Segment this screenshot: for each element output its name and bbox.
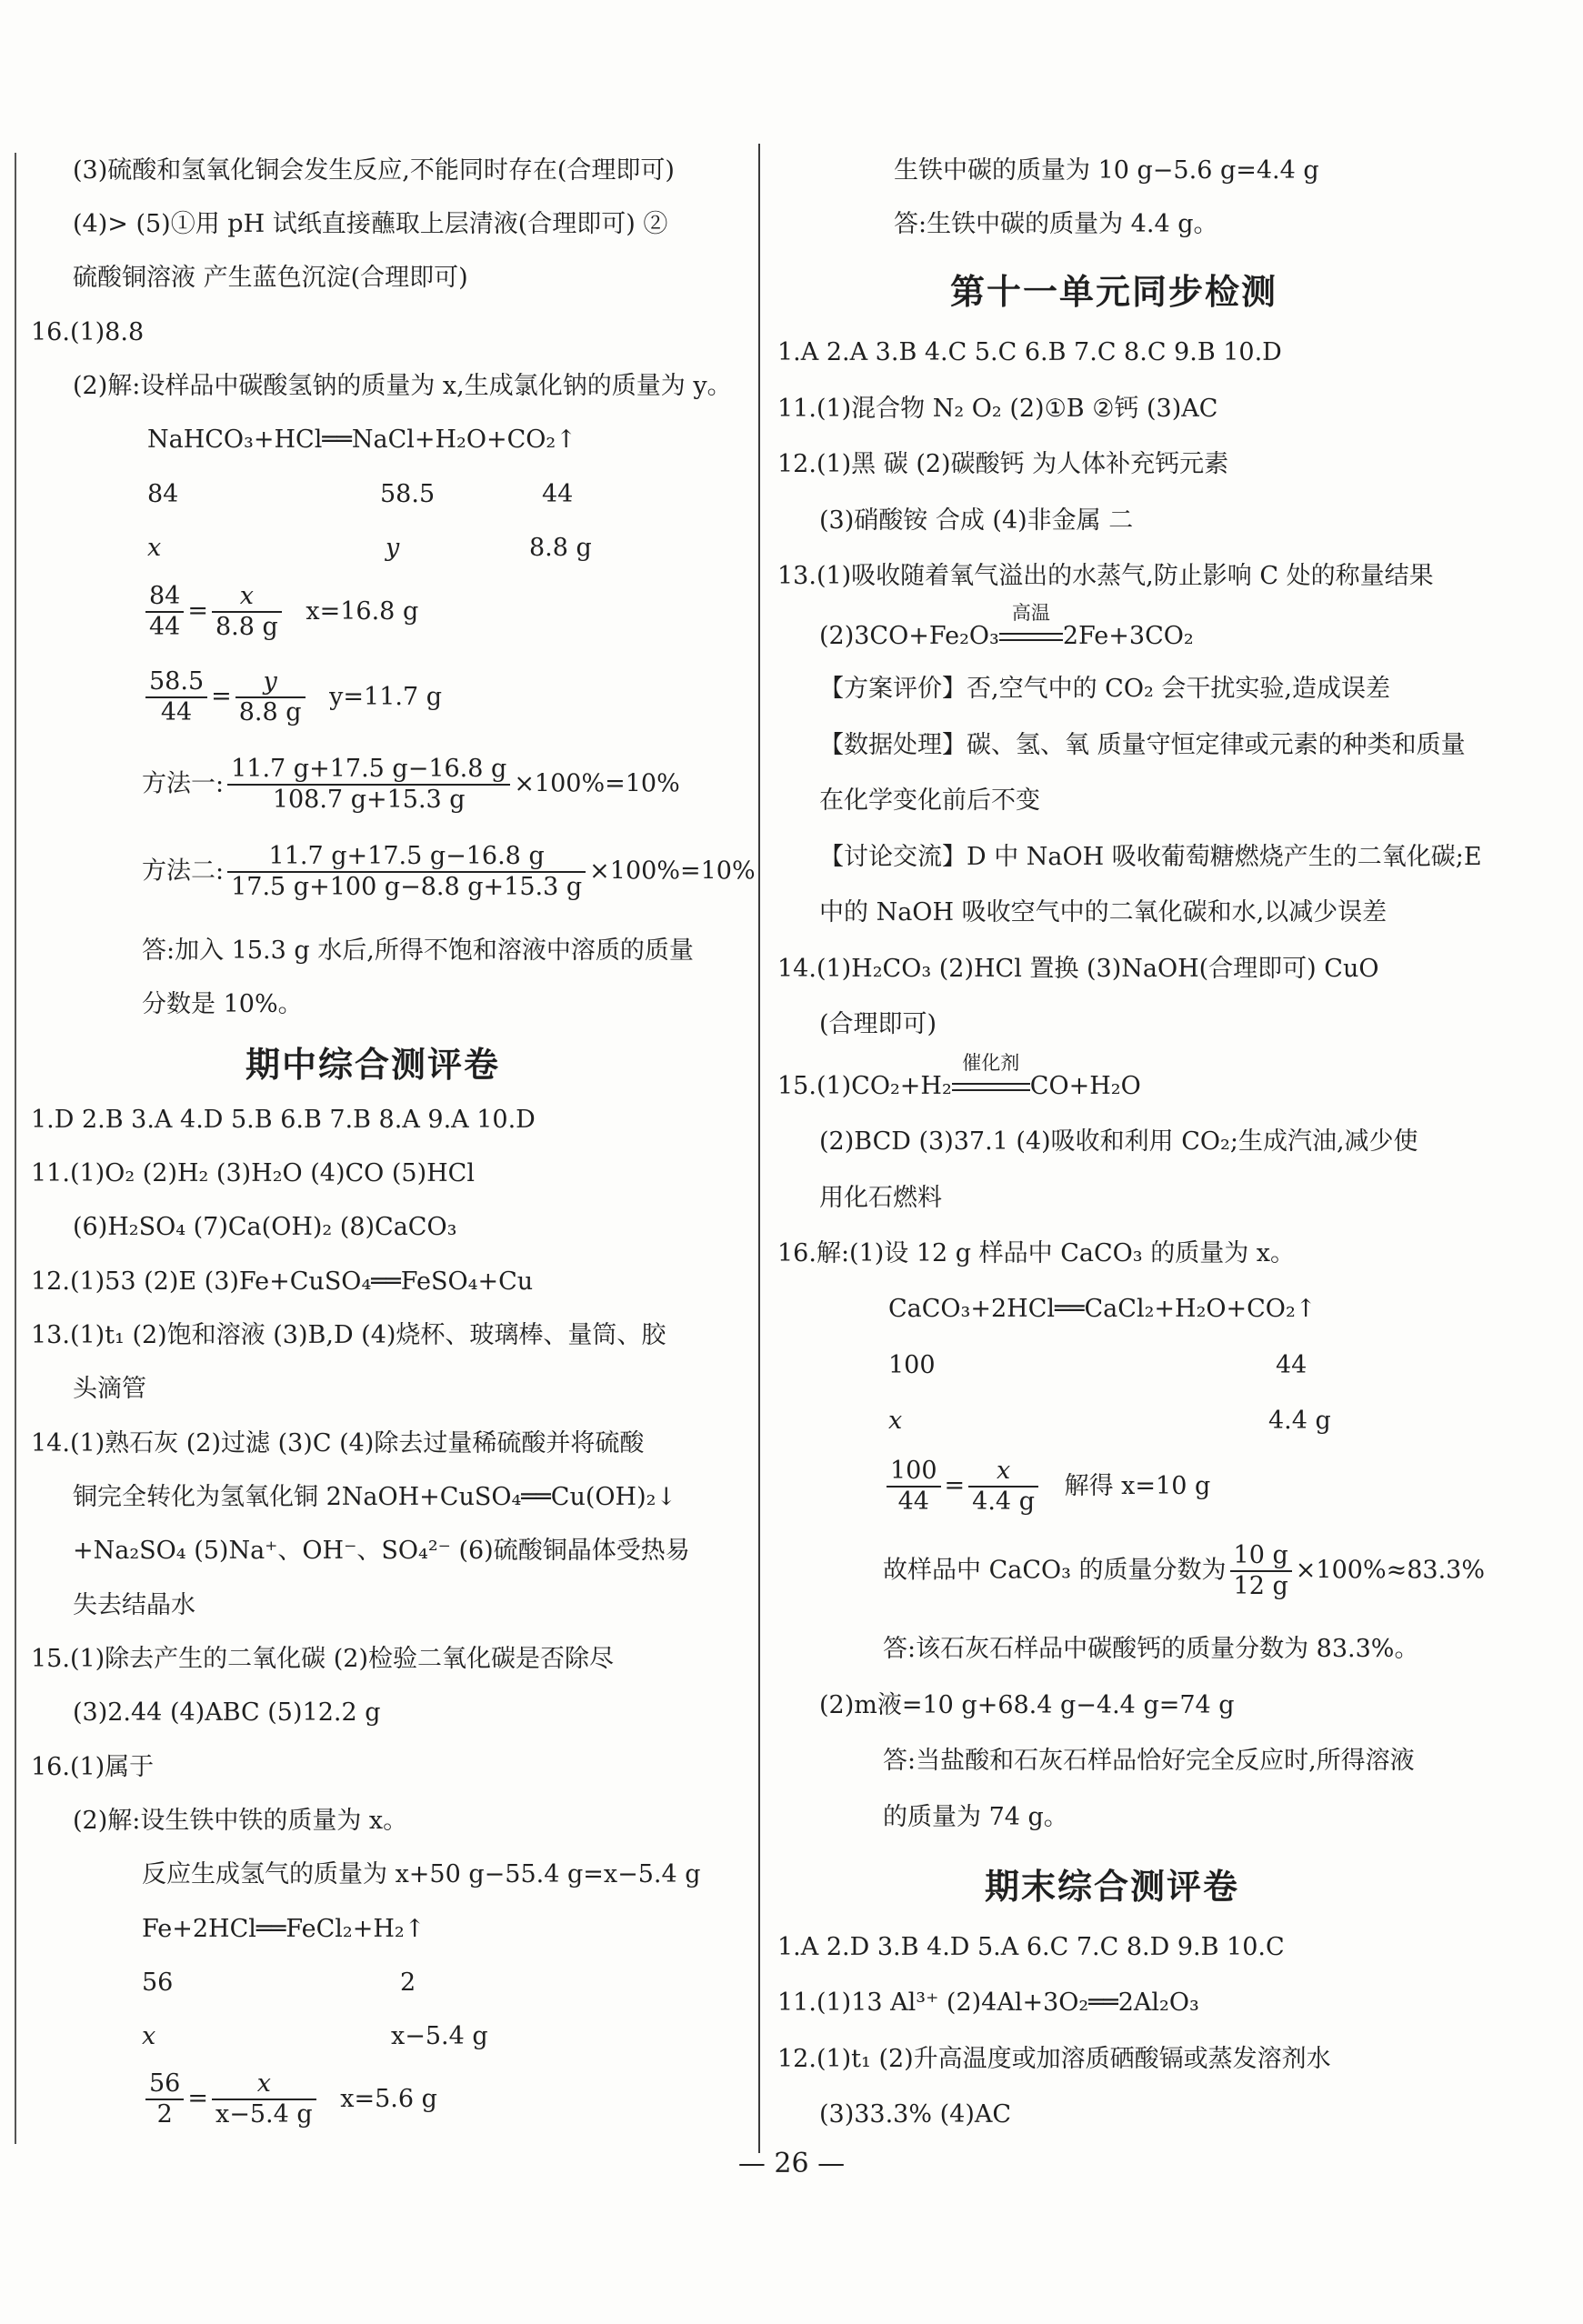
text-line: (2)BCD (3)37.1 (4)吸收和利用 CO₂;生成汽油,减少使 (819, 1127, 1418, 1156)
equation: NaHCO₃+HCl══NaCl+H₂O+CO₂↑ (147, 426, 576, 454)
known-value: 8.8 g (529, 534, 592, 562)
text-line: 用化石燃料 (819, 1184, 942, 1212)
column-divider (758, 144, 760, 2153)
text-line: 【数据处理】碳、氢、氧 质量守恒定律或元素的种类和质量 (819, 731, 1466, 759)
text-line: 硫酸铜溶液 产生蓝色沉淀(合理即可) (73, 264, 468, 292)
equation: CaCO₃+2HCl══CaCl₂+H₂O+CO₂↑ (888, 1295, 1317, 1323)
section-heading: 第十一单元同步检测 (950, 272, 1278, 312)
variable: x−5.4 g (391, 2022, 488, 2050)
molar-mass: 58.5 (380, 480, 436, 508)
text-line: (3)2.44 (4)ABC (5)12.2 g (73, 1698, 381, 1727)
text-line: (合理即可) (819, 1010, 937, 1038)
molar-mass: 2 (400, 1968, 416, 1997)
answer: 答:当盐酸和石灰石样品恰好完全反应时,所得溶液 (883, 1747, 1415, 1775)
answer: 分数是 10%。 (142, 990, 303, 1018)
molar-mass: 56 (142, 1968, 174, 1997)
text-line: (3)硫酸和氢氧化铜会发生反应,不能同时存在(合理即可) (73, 156, 675, 185)
text-line: (2)解:设样品中碳酸氢钠的质量为 x,生成氯化钠的质量为 y。 (73, 372, 732, 400)
answer: 答:生铁中碳的质量为 4.4 g。 (894, 210, 1218, 238)
question-13: 13.(1)吸收随着氧气溢出的水蒸气,防止影响 C 处的称量结果 (777, 562, 1434, 590)
variable: x (147, 534, 162, 562)
answer: 的质量为 74 g。 (883, 1803, 1068, 1831)
equation: Fe+2HCl══FeCl₂+H₂↑ (142, 1915, 426, 1943)
question-11: 11.(1)混合物 N₂ O₂ (2)①B ②钙 (3)AC (777, 395, 1218, 423)
variable: y (386, 534, 400, 562)
question-16: 16.解:(1)设 12 g 样品中 CaCO₃ 的质量为 x。 (777, 1239, 1296, 1267)
question-12: 12.(1)53 (2)E (3)Fe+CuSO₄══FeSO₄+Cu (31, 1267, 534, 1296)
method-one: 方法一: $\frac{11.7 g+17.5 g-16.8 g}{108.7 g+15.3 g}$ ×100%=10% (142, 755, 680, 814)
answer: 答:该石灰石样品中碳酸钙的质量分数为 83.3%。 (883, 1635, 1419, 1663)
text-line: 【方案评价】否,空气中的 CO₂ 会干扰实验,造成误差 (819, 675, 1390, 703)
molar-mass: 100 (888, 1351, 936, 1379)
mcq-answers: 1.A 2.A 3.B 4.C 5.C 6.B 7.C 8.C 9.B 10.D (777, 338, 1282, 366)
text-line: (3)硝酸铵 合成 (4)非金属 二 (819, 506, 1134, 535)
proportion: $\frac{100}{44}$ = $\frac{x}{4.4 g}$ 解得 x=10 g (883, 1457, 1210, 1517)
mass-fraction: 故样品中 CaCO₃ 的质量分数为 $\frac{10 g}{12 g}$ ×100%≈83.3% (883, 1541, 1485, 1600)
question-16: 16.(1)属于 (31, 1753, 155, 1781)
proportion: $\frac{84}{44}$ = $\frac{x}{8.8 g}$ x=16.8 g (142, 582, 418, 642)
proportion: $\frac{58.5}{44}$ = $\frac{y}{8.8 g}$ y=11.7 g (142, 667, 442, 727)
text-line: 中的 NaOH 吸收空气中的二氧化碳和水,以减少误差 (819, 898, 1388, 927)
page-number: — 26 — (737, 2148, 846, 2179)
section-heading: 期末综合测评卷 (985, 1867, 1240, 1907)
text-line: (4)> (5)①用 pH 试纸直接蘸取上层清液(合理即可) ② (73, 210, 668, 238)
mcq-answers: 1.A 2.D 3.B 4.D 5.A 6.C 7.C 8.D 9.B 10.C (777, 1933, 1285, 1961)
question-14: 14.(1)H₂CO₃ (2)HCl 置换 (3)NaOH(合理即可) CuO (777, 955, 1379, 983)
proportion: $\frac{56}{2}$ = $\frac{x}{x-5.4 g}$ x=5.6 g (142, 2069, 437, 2129)
question-15: 15.(1)除去产生的二氧化碳 (2)检验二氧化碳是否除尽 (31, 1645, 615, 1673)
variable: x (888, 1407, 903, 1435)
question-15: 15.(1)CO₂+H₂ 催化剂 CO+H₂O (777, 1052, 1141, 1100)
text-line: 铜完全转化为氢氧化铜 2NaOH+CuSO₄══Cu(OH)₂↓ (73, 1483, 677, 1511)
variable: x (142, 2022, 156, 2050)
text-line: (6)H₂SO₄ (7)Ca(OH)₂ (8)CaCO₃ (73, 1213, 457, 1241)
molar-mass: 44 (1276, 1351, 1307, 1379)
text-line: 生铁中碳的质量为 10 g−5.6 g=4.4 g (894, 156, 1319, 185)
text-line: +Na₂SO₄ (5)Na⁺、OH⁻、SO₄²⁻ (6)硫酸铜晶体受热易 (73, 1537, 690, 1565)
text-line: 反应生成氢气的质量为 x+50 g−55.4 g=x−5.4 g (142, 1860, 701, 1888)
text-line: (2)3CO+Fe₂O₃ 高温 2Fe+3CO₂ (819, 602, 1194, 650)
text-line: 【讨论交流】D 中 NaOH 吸收葡萄糖燃烧产生的二氧化碳;E (819, 843, 1482, 871)
text-line: (2)解:设生铁中铁的质量为 x。 (73, 1807, 408, 1835)
left-margin-rule (15, 153, 16, 2144)
question-13: 13.(1)t₁ (2)饱和溶液 (3)B,D (4)烧杯、玻璃棒、量筒、胶 (31, 1321, 666, 1349)
section-heading: 期中综合测评卷 (245, 1045, 501, 1085)
answer: 答:加入 15.3 g 水后,所得不饱和溶液中溶质的质量 (142, 937, 694, 965)
molar-mass: 84 (147, 480, 179, 508)
question-16: 16.(1)8.8 (31, 318, 145, 346)
question-14: 14.(1)熟石灰 (2)过滤 (3)C (4)除去过量稀硫酸并将硫酸 (31, 1429, 645, 1458)
text-line: 在化学变化前后不变 (819, 786, 1040, 815)
text-line: 头滴管 (73, 1375, 146, 1403)
question-11: 11.(1)13 Al³⁺ (2)4Al+3O₂══2Al₂O₃ (777, 1988, 1199, 2017)
mcq-answers: 1.D 2.B 3.A 4.D 5.B 6.B 7.B 8.A 9.A 10.D (31, 1106, 536, 1134)
text-line: (3)33.3% (4)AC (819, 2100, 1012, 2129)
text-line: 失去结晶水 (73, 1591, 195, 1619)
molar-mass: 44 (542, 480, 574, 508)
question-12: 12.(1)黑 碳 (2)碳酸钙 为人体补充钙元素 (777, 450, 1229, 478)
question-11: 11.(1)O₂ (2)H₂ (3)H₂O (4)CO (5)HCl (31, 1159, 475, 1187)
known-value: 4.4 g (1268, 1407, 1331, 1435)
question-12: 12.(1)t₁ (2)升高温度或加溶质硒酸镉或蒸发溶剂水 (777, 2045, 1331, 2073)
text-line: (2)m液=10 g+68.4 g−4.4 g=74 g (819, 1691, 1235, 1719)
method-two: 方法二: $\frac{11.7 g+17.5 g-16.8 g}{17.5 g+100 g-8.8 g+15.3 g}$ ×100%=10% (142, 842, 756, 901)
